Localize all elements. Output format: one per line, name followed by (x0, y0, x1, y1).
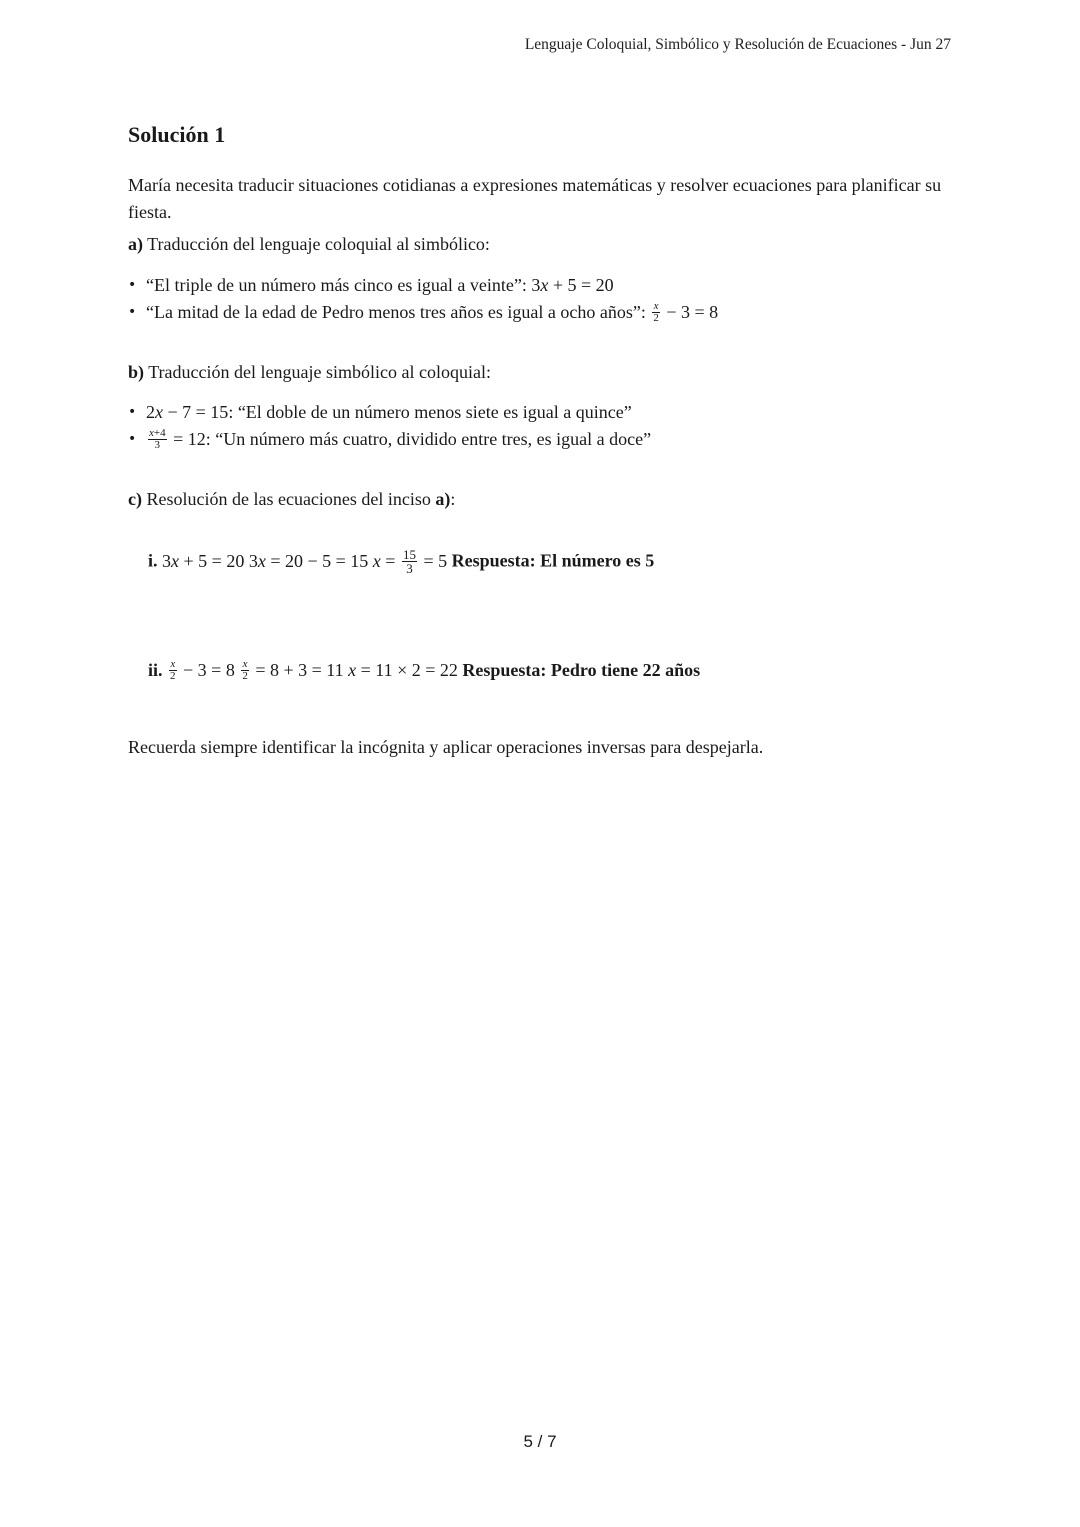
running-header: Lenguaje Coloquial, Simbólico y Resolución de Ecuaciones - Jun 27 (524, 36, 951, 53)
equation: 3x + 5 = 20 (531, 275, 614, 295)
answer-text: Respuesta: Pedro tiene 22 años (462, 660, 701, 680)
part-c-heading-text: Resolución de las ecuaciones del inciso (141, 489, 436, 509)
answer-text: Respuesta: El número es 5 (451, 550, 655, 571)
page-number: 5 / 7 (523, 1432, 557, 1451)
part-a-heading (128, 234, 490, 255)
fraction: $\frac{x}{2}$ (170, 658, 176, 683)
part-a-list (128, 272, 718, 326)
fraction: $\frac{x}{2}$ (653, 300, 659, 325)
part-a-heading-text: Traducción del lenguaje coloquial al simbólico: (143, 234, 490, 254)
solution-step-i (148, 549, 654, 576)
bullet-icon: • (128, 304, 137, 320)
bullet-icon: • (128, 431, 137, 447)
equation-chain: $\frac{x}{2}$ − 3 = 8 $\frac{x}{2}$ = 8 + 3 = 11 x = 11 × 2 = 22 (170, 658, 458, 683)
list-item-text: “La mitad de la edad de Pedro menos tres años es igual a ocho años”: (146, 302, 651, 322)
part-b-label: b) (128, 362, 145, 382)
closing-paragraph: Recuerda siempre identificar la incógnita y aplicar operaciones inversas para despejarla. (128, 737, 764, 757)
equation: $\frac{x}{2}$ − 3 = 8 (653, 300, 719, 325)
intro-paragraph: María necesita traducir situaciones cotidianas a expresiones matemáticas y resolver ecuaciones para planificar su fiesta. (128, 175, 942, 222)
solution-step-ii (148, 660, 700, 683)
part-c-label: c) (128, 489, 142, 509)
fraction: $\frac{x}{2}$ (242, 658, 248, 683)
list-item (128, 399, 651, 426)
part-c-heading-tail: : (450, 489, 456, 509)
list-item (128, 299, 718, 326)
list-item-text: : “Un número más cuatro, dividido entre tres, es igual a doce” (205, 429, 652, 449)
part-b-list (128, 399, 651, 453)
list-item (128, 272, 718, 299)
step-label: i. (148, 550, 158, 571)
bullet-icon: • (128, 277, 137, 293)
list-item (128, 426, 651, 453)
part-a-label: a) (128, 234, 143, 254)
equation: 2x − 7 = 15 (146, 402, 229, 422)
fraction: $\frac{x+4}{3}$ (149, 427, 166, 452)
list-item-text: “El triple de un número más cinco es igual a veinte”: (146, 275, 532, 295)
part-c-heading-ref: a) (435, 489, 451, 509)
list-item-text: : “El doble de un número menos siete es igual a quince” (228, 402, 632, 422)
equation-chain: 3x + 5 = 20 3x = 20 − 5 = 15 x = $\frac{15}{3}$ = 5 (162, 547, 448, 576)
part-c-heading (128, 489, 455, 510)
part-b-heading-text: Traducción del lenguaje simbólico al coloquial: (144, 362, 491, 382)
page-title: Solución 1 (128, 122, 226, 147)
step-label: ii. (148, 660, 163, 680)
bullet-icon: • (128, 404, 137, 420)
fraction: $\frac{15}{3}$ (402, 547, 416, 576)
equation: $\frac{x+4}{3}$ = 12 (149, 427, 206, 452)
part-b-heading (128, 362, 491, 383)
